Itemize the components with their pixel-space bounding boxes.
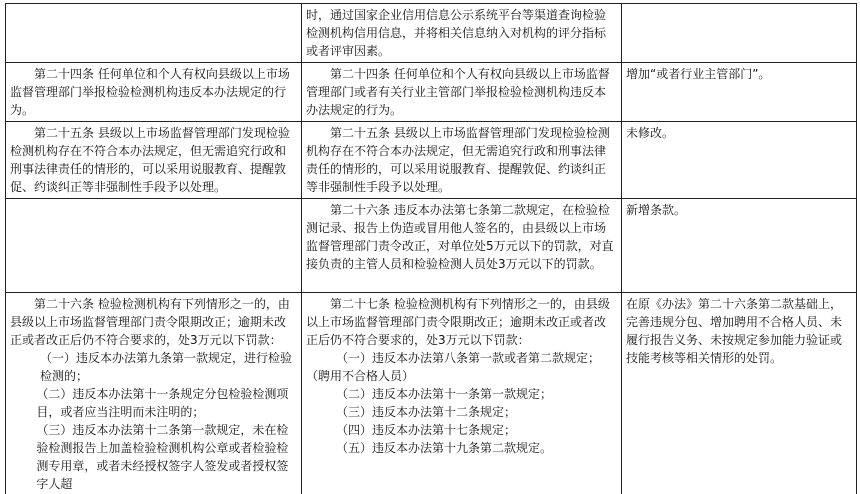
- note-cell: [622, 199, 857, 293]
- note-text: 未修改。: [626, 126, 675, 140]
- new-text: 第二十六条 违反本办法第七条第二款规定，在检验检测记录、报告上伪造或冒用他人签名的，由县级以上市场监督管理部门责令改正，对单位处5万元以下的罚款，对直接负责的主管人员和检验检测人员处3万元以下的罚款。: [306, 203, 614, 271]
- new-text: 第二十四条 任何单位和个人有权向县级以上市场监督管理部门或者有关行业主管部门举报检验检测机构违反本办法规定的行为。: [306, 67, 610, 117]
- new-text: 第二十七条 检验检测机构有下列情形之一的，由县级以上市场监督管理部门责令限期改正；逾期未改正或者改正后仍不符合要求的，处3万元以下罚款：: [306, 297, 610, 347]
- old-item: （三）违反本办法第十二条第一款规定，未在检验检测报告上加盖检验检测机构公章或者检验检测专用章，或者未经授权签字人签发或者授权签字人超: [36, 423, 289, 491]
- table-row: [6, 4, 857, 63]
- old-text-cell: [6, 63, 302, 122]
- new-item: （二）违反本办法第十一条第一款规定；: [336, 387, 553, 401]
- old-text-cell: [6, 122, 302, 199]
- note-text: 增加“或者行业主管部门”。: [626, 67, 771, 81]
- new-text-cell: [302, 199, 622, 293]
- new-text-cell: [302, 293, 622, 494]
- table-row: [6, 63, 857, 122]
- table-row: [6, 293, 857, 494]
- new-item: （五）违反本办法第十九条第二款规定。: [336, 441, 553, 455]
- new-text: 第二十五条 县级以上市场监督管理部门发现检验检测机构存在不符合本办法规定，但无需追究行政和刑事法律责任的情形的，可以采用说服教育、提醒敦促、约谈纠正等非强制性手段予以处理。: [306, 126, 610, 194]
- comparison-table: [5, 3, 857, 494]
- note-cell: [622, 4, 857, 63]
- table-row: [6, 199, 857, 293]
- table-row: [6, 122, 857, 199]
- new-text-cell: [302, 122, 622, 199]
- note-text: 在原《办法》第二十六条第二款基础上，完善违规分包、增加聘用不合格人员、未履行报告义务、未按规定参加能力验证或技能考核等相关情形的处罚。: [626, 297, 843, 365]
- new-item: （四）违反本办法第十七条规定；: [336, 423, 517, 437]
- old-text-cell: [6, 4, 302, 63]
- new-text-cell: [302, 4, 622, 63]
- note-text: 新增条款。: [626, 203, 687, 217]
- new-text: 时，通过国家企业信用信息公示系统平台等渠道查询检验检测机构信用信息，并将相关信息纳入对机构的评分指标或者评审因素。: [306, 8, 607, 58]
- note-cell: [622, 63, 857, 122]
- new-item: （一）违反本办法第八条第一款或者第二款规定；: [336, 351, 601, 365]
- note-cell: [622, 122, 857, 199]
- note-cell: [622, 293, 857, 494]
- old-text-cell: [6, 293, 302, 494]
- new-text-cell: [302, 63, 622, 122]
- new-item-note: （聘用不合格人员）: [306, 369, 415, 383]
- new-item: （三）违反本办法第十二条规定；: [336, 405, 517, 419]
- old-item: （二）违反本办法第十一条规定分包检验检测项目，或者应当注明而未注明的；: [36, 387, 289, 419]
- old-text: 第二十六条 检验检测机构有下列情形之一的，由县级以上市场监督管理部门责令限期改正；逾期未改正或者改正后仍不符合要求的，处3万元以下罚款：: [10, 297, 290, 347]
- old-text: 第二十四条 任何单位和个人有权向县级以上市场监督管理部门举报检验检测机构违反本办法规定的行为。: [10, 67, 290, 117]
- old-text-cell: [6, 199, 302, 293]
- old-text: 第二十五条 县级以上市场监督管理部门发现检验检测机构存在不符合本办法规定，但无需追究行政和刑事法律责任的情形的，可以采用说服教育、提醒敦促、约谈纠正等非强制性手段予以处理。: [10, 126, 290, 194]
- old-item: （一）违反本办法第九条第一款规定，进行检验检测的；: [40, 351, 293, 383]
